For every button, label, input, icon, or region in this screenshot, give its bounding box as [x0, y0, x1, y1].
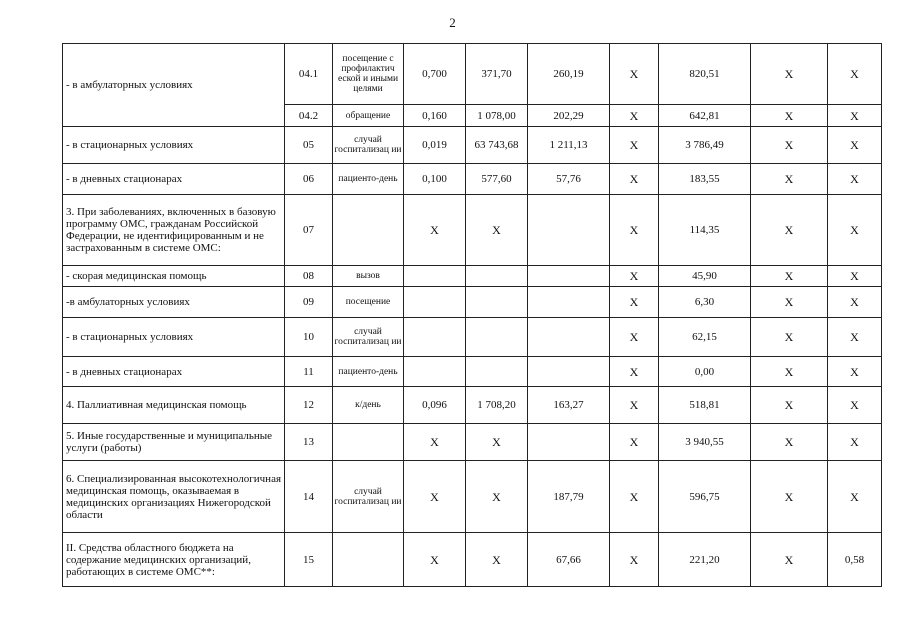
table-row — [63, 533, 882, 587]
cell-value: 183,55 — [659, 164, 751, 195]
cell-value — [466, 357, 528, 387]
cell-value: 0,096 — [404, 387, 466, 424]
cell-value: 45,90 — [659, 266, 751, 287]
cell-value: X — [751, 318, 828, 357]
cell-value — [528, 357, 610, 387]
cell-value: 820,51 — [659, 44, 751, 105]
row-code: 07 — [285, 195, 333, 266]
cell-value: 57,76 — [528, 164, 610, 195]
row-unit: случай госпитализац ии — [333, 461, 404, 533]
row-unit: посещение с профилактич еской и иными целями — [333, 44, 404, 105]
cell-value: 577,60 — [466, 164, 528, 195]
cell-value: X — [610, 287, 659, 318]
cell-value: X — [751, 44, 828, 105]
cell-value: 6,30 — [659, 287, 751, 318]
cell-value: X — [404, 195, 466, 266]
cell-value: 0,58 — [828, 533, 882, 587]
row-label: 3. При заболеваниях, включенных в базовую программу ОМС, гражданам Российской Федерации, не идентифицированным и не застрахованным в системе ОМС: — [63, 195, 285, 266]
row-label: - в дневных стационарах — [63, 357, 285, 387]
table-row — [63, 461, 882, 533]
row-code: 12 — [285, 387, 333, 424]
row-unit: к/день — [333, 387, 404, 424]
row-unit: случай госпитализац ии — [333, 318, 404, 357]
cell-value: X — [828, 164, 882, 195]
cell-value — [466, 266, 528, 287]
cell-value: 114,35 — [659, 195, 751, 266]
cell-value: 221,20 — [659, 533, 751, 587]
cell-value — [528, 266, 610, 287]
cell-value: 0,700 — [404, 44, 466, 105]
cell-value: X — [466, 424, 528, 461]
cell-value: 67,66 — [528, 533, 610, 587]
row-code: 04.1 — [285, 44, 333, 105]
cell-value: X — [751, 287, 828, 318]
row-code: 14 — [285, 461, 333, 533]
row-unit: вызов — [333, 266, 404, 287]
cell-value: X — [828, 105, 882, 127]
cell-value: 0,019 — [404, 127, 466, 164]
table-row — [63, 424, 882, 461]
row-unit: обращение — [333, 105, 404, 127]
table-row — [63, 387, 882, 424]
row-label: - в амбулаторных условиях — [63, 44, 285, 127]
cell-value: X — [404, 461, 466, 533]
cell-value: X — [610, 318, 659, 357]
cell-value: X — [404, 424, 466, 461]
table-row — [63, 195, 882, 266]
cell-value: X — [751, 357, 828, 387]
cell-value: X — [828, 127, 882, 164]
cell-value: 596,75 — [659, 461, 751, 533]
table-row — [63, 44, 882, 105]
row-code: 05 — [285, 127, 333, 164]
financing-table — [62, 43, 882, 587]
cell-value: X — [404, 533, 466, 587]
cell-value — [528, 287, 610, 318]
cell-value: X — [828, 387, 882, 424]
cell-value: 0,100 — [404, 164, 466, 195]
table-row — [63, 318, 882, 357]
cell-value: X — [828, 195, 882, 266]
cell-value: X — [751, 164, 828, 195]
cell-value: 163,27 — [528, 387, 610, 424]
row-code: 15 — [285, 533, 333, 587]
cell-value: X — [828, 357, 882, 387]
row-code: 13 — [285, 424, 333, 461]
cell-value: X — [610, 533, 659, 587]
cell-value: X — [751, 127, 828, 164]
table-row — [63, 287, 882, 318]
row-label: - скорая медицинская помощь — [63, 266, 285, 287]
cell-value: X — [466, 195, 528, 266]
cell-value — [466, 318, 528, 357]
cell-value: X — [610, 357, 659, 387]
cell-value: X — [610, 164, 659, 195]
row-label: II. Средства областного бюджета на содержание медицинских организаций, работающих в системе ОМС**: — [63, 533, 285, 587]
table-row — [63, 266, 882, 287]
row-code: 06 — [285, 164, 333, 195]
cell-value: 187,79 — [528, 461, 610, 533]
cell-value: 1 211,13 — [528, 127, 610, 164]
cell-value: X — [610, 127, 659, 164]
cell-value: X — [751, 266, 828, 287]
cell-value — [404, 357, 466, 387]
cell-value: 202,29 — [528, 105, 610, 127]
cell-value: X — [828, 287, 882, 318]
cell-value: X — [751, 533, 828, 587]
cell-value: 63 743,68 — [466, 127, 528, 164]
cell-value: X — [751, 387, 828, 424]
cell-value — [404, 318, 466, 357]
cell-value: 62,15 — [659, 318, 751, 357]
row-unit — [333, 533, 404, 587]
cell-value — [466, 287, 528, 318]
row-label: - в стационарных условиях — [63, 318, 285, 357]
row-code: 04.2 — [285, 105, 333, 127]
cell-value: 260,19 — [528, 44, 610, 105]
page-number: 2 — [449, 15, 456, 30]
table-row — [63, 127, 882, 164]
cell-value — [528, 424, 610, 461]
row-label: - в стационарных условиях — [63, 127, 285, 164]
row-code: 08 — [285, 266, 333, 287]
row-unit — [333, 195, 404, 266]
cell-value: 3 786,49 — [659, 127, 751, 164]
table-row — [63, 357, 882, 387]
row-code: 10 — [285, 318, 333, 357]
row-unit: посещение — [333, 287, 404, 318]
row-code: 09 — [285, 287, 333, 318]
cell-value: 3 940,55 — [659, 424, 751, 461]
row-label: - в дневных стационарах — [63, 164, 285, 195]
cell-value: X — [828, 424, 882, 461]
row-label: 4. Паллиативная медицинская помощь — [63, 387, 285, 424]
cell-value: 518,81 — [659, 387, 751, 424]
cell-value: 0,160 — [404, 105, 466, 127]
cell-value: X — [828, 44, 882, 105]
cell-value: 642,81 — [659, 105, 751, 127]
cell-value: X — [751, 461, 828, 533]
cell-value: X — [610, 461, 659, 533]
cell-value: X — [828, 266, 882, 287]
cell-value — [528, 318, 610, 357]
cell-value — [404, 287, 466, 318]
cell-value: X — [610, 266, 659, 287]
row-unit — [333, 424, 404, 461]
row-label: -в амбулаторных условиях — [63, 287, 285, 318]
cell-value: 371,70 — [466, 44, 528, 105]
cell-value: X — [751, 105, 828, 127]
row-label: 6. Специализированная высокотехнологичная медицинская помощь, оказываемая в медицинских организациях Нижегородской области — [63, 461, 285, 533]
cell-value: 0,00 — [659, 357, 751, 387]
cell-value — [528, 195, 610, 266]
cell-value: 1 708,20 — [466, 387, 528, 424]
cell-value: X — [610, 195, 659, 266]
row-unit: случай госпитализац ии — [333, 127, 404, 164]
cell-value: X — [466, 461, 528, 533]
row-unit: пациенто-день — [333, 357, 404, 387]
cell-value: X — [828, 461, 882, 533]
row-label: 5. Иные государственные и муниципальные услуги (работы) — [63, 424, 285, 461]
cell-value: X — [466, 533, 528, 587]
cell-value — [404, 266, 466, 287]
cell-value: X — [610, 105, 659, 127]
row-unit: пациенто-день — [333, 164, 404, 195]
table-row — [63, 164, 882, 195]
cell-value: X — [610, 424, 659, 461]
cell-value: X — [610, 44, 659, 105]
cell-value: X — [610, 387, 659, 424]
cell-value: 1 078,00 — [466, 105, 528, 127]
cell-value: X — [751, 424, 828, 461]
row-code: 11 — [285, 357, 333, 387]
cell-value: X — [751, 195, 828, 266]
cell-value: X — [828, 318, 882, 357]
